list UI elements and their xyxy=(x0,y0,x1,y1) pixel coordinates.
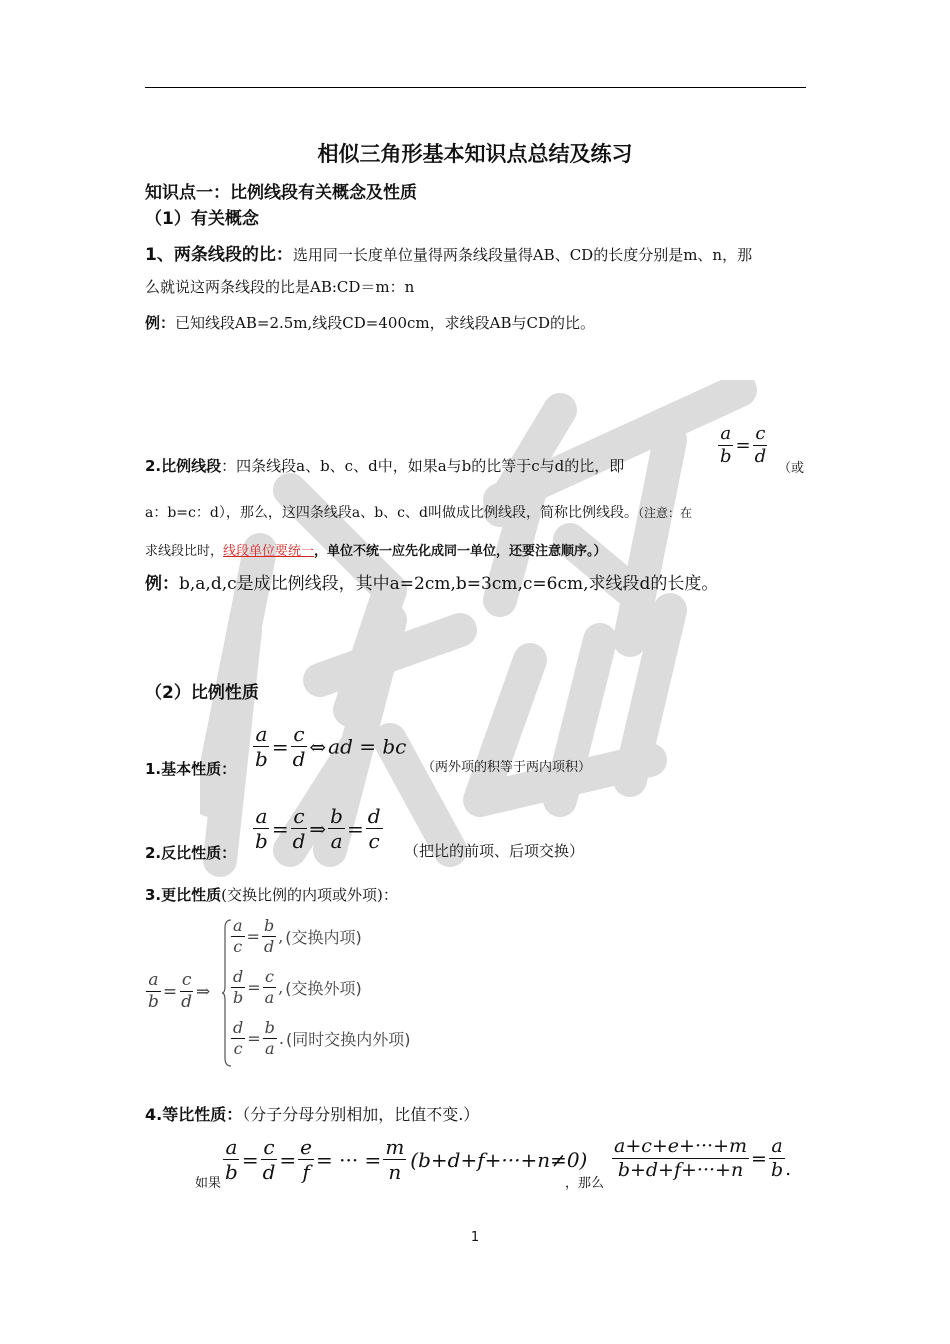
page-title: 相似三角形基本知识点总结及练习 xyxy=(317,142,633,166)
prop4-label: 4.等比性质： xyxy=(145,1105,243,1124)
prop3-premise: $\frac{a}{b}$ = $\frac{c}{d}$ ⇒ xyxy=(148,970,211,1012)
prop3-case1: $\frac{a}{c}$ = $\frac{b}{d}$ , (交换内项) xyxy=(233,916,362,956)
prop4-heading xyxy=(145,1102,479,1125)
item2-text3-b: ，单位不统一应先化成同一单位，还要注意顺序。） xyxy=(314,544,607,559)
prop4-then: ，那么 xyxy=(565,1176,605,1191)
prop2-label: 2.反比性质： xyxy=(145,844,237,862)
prop1-note: （两外项的积等于两内项积） xyxy=(422,760,592,775)
prop2-formula: $\frac{a}{b}$ = $\frac{c}{d}$ ⇒ $\frac{b}{a}$ = $\frac{d}{c}$ xyxy=(255,804,381,853)
item2-line2 xyxy=(145,502,692,522)
prop3-note: (交换比例的内项或外项)： xyxy=(221,886,398,904)
example2 xyxy=(145,569,718,594)
item1-text2: 么就说这两条线段的比是AB:CD＝m：n xyxy=(145,278,415,296)
item2-text3-a: 求线段比时， xyxy=(145,544,224,559)
example2-label: 例： xyxy=(145,574,179,594)
prop4-result-formula: $\frac{a+c+e+\cdot\cdot\cdot+m}{b+d+f+\cdot\cdot\cdot+n}$ = $\frac{a}{b}$ . xyxy=(614,1135,792,1181)
example1 xyxy=(145,312,595,333)
subsection-heading-properties: （2）比例性质 xyxy=(145,683,259,703)
prop3-case3: $\frac{d}{c}$ = $\frac{b}{a}$ . (同时交换内外项) xyxy=(233,1018,411,1058)
item2-line3 xyxy=(145,540,607,559)
subsection-heading-concepts: （1）有关概念 xyxy=(145,209,259,229)
prop4-if: 如果 xyxy=(195,1176,222,1191)
item2-line1 xyxy=(145,455,624,476)
prop4-condition-formula: $\frac{a}{b}$ = $\frac{c}{d}$ = $\frac{e}{f}$ = ··· = $\frac{m}{n}$ (b+d+f+···+n≠0) xyxy=(225,1135,588,1184)
section-heading: 知识点一：比例线段有关概念及性质 xyxy=(145,183,417,203)
prop3-label: 3.更比性质 xyxy=(145,886,222,904)
example2-text: b,a,d,c是成比例线段，其中a=2cm,b=3cm,c=6cm,求线段d的长度。 xyxy=(179,574,719,594)
item2-tail: （或 xyxy=(778,461,805,476)
page-number: 1 xyxy=(470,1230,480,1245)
header-rule xyxy=(145,87,806,88)
prop3-heading xyxy=(145,884,398,905)
prop4-note: （分子分母分别相加，比值不变.） xyxy=(242,1105,480,1124)
prop3-case2: $\frac{d}{b}$ = $\frac{c}{a}$ , (交换外项) xyxy=(233,967,362,1007)
item1-line1 xyxy=(145,240,752,265)
prop1-label: 1.基本性质： xyxy=(145,760,237,778)
prop2-note: （把比的前项、后项交换） xyxy=(404,842,585,860)
item1-label: 1、两条线段的比： xyxy=(145,245,293,265)
item2-proportion-formula: $\frac{a}{b}$ = $\frac{c}{d}$ xyxy=(720,423,767,467)
example1-label: 例： xyxy=(145,314,176,332)
item2-note-start: （注意：在 xyxy=(637,506,692,520)
item2-text2: a：b=c：d），那么，这四条线段a、b、c、d叫做成比例线段，简称比例线段。 xyxy=(145,505,638,521)
example1-text: 已知线段AB=2.5m,线段CD=400cm，求线段AB与CD的比。 xyxy=(175,314,595,332)
item2-label: 2.比例线段 xyxy=(145,457,222,475)
prop1-formula: $\frac{a}{b}$ = $\frac{c}{d}$ ⇔ ad = bc xyxy=(255,722,407,771)
item2-text3-red: 线段单位要统一 xyxy=(223,544,315,559)
item1-text: 选用同一长度单位量得两条线段量得AB、CD的长度分别是m、n，那 xyxy=(292,246,753,264)
item2-text: ：四条线段a、b、c、d中，如果a与b的比等于c与d的比，即 xyxy=(221,457,625,475)
